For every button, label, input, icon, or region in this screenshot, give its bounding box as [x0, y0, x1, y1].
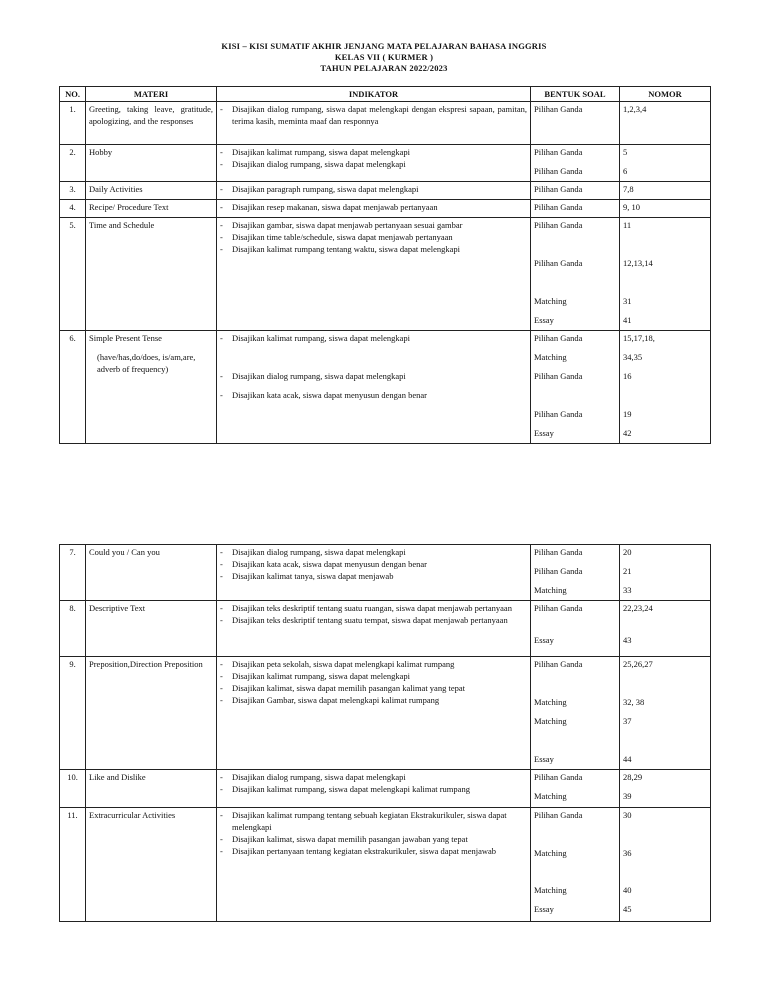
- row-bentuk: [531, 218, 620, 331]
- nomor-item: 12,13,14: [623, 258, 653, 268]
- nomor-item: 34,35: [623, 352, 643, 362]
- row-nomor: [620, 331, 711, 444]
- indikator-text: Disajikan dialog rumpang, siswa dapat melengkapi dengan ekspresi sapaan, pamitan, terima kasih, meminta maaf dan responnya: [232, 104, 527, 126]
- row-no: 9.: [60, 657, 86, 770]
- row-no: 8.: [60, 601, 86, 657]
- row-indikator: - Disajikan kalimat rumpang tentang sebuah kegiatan Ekstrakurikuler, siswa dapat melengkapi - Disajikan kalimat, siswa dapat memilih pasangan jawaban yang tepat - Disajikan pertanyaan tentang kegiatan ekstrakurikuler, siswa dapat menjawab: [217, 808, 531, 922]
- row-bentuk: [531, 770, 620, 808]
- indikator-text: Disajikan kalimat rumpang, siswa dapat melengkapi: [232, 671, 410, 681]
- bentuk-item: Pilihan Ganda: [534, 371, 583, 381]
- nomor-item: 5: [623, 147, 628, 157]
- nomor-item: 41: [623, 315, 632, 325]
- bentuk-item: [534, 276, 616, 295]
- bentuk-item: Essay: [534, 754, 554, 764]
- row-bentuk: Pilihan Ganda: [531, 182, 620, 200]
- row-bentuk: [531, 657, 620, 770]
- bentuk-item: Matching: [534, 585, 567, 595]
- col-header-materi: MATERI: [86, 87, 217, 102]
- row-no: 11.: [60, 808, 86, 922]
- indikator-text: Disajikan Gambar, siswa dapat melengkapi kalimat rumpang: [232, 695, 440, 705]
- indikator-text: Disajikan teks deskriptif tentang suatu ruangan, siswa dapat menjawab pertanyaan: [232, 603, 512, 613]
- row-nomor: [620, 770, 711, 808]
- bentuk-item: Matching: [534, 885, 567, 895]
- row-materi: Recipe/ Procedure Text: [86, 200, 217, 218]
- bentuk-item: Pilihan Ganda: [534, 220, 583, 230]
- nomor-item: 37: [623, 716, 632, 726]
- table-row: [60, 808, 711, 922]
- indikator-text: Disajikan time table/schedule, siswa dapat menjawab pertanyaan: [232, 232, 453, 242]
- row-materi: Extracurricular Activities: [86, 808, 217, 922]
- nomor-item: 33: [623, 585, 632, 595]
- row-indikator: - Disajikan dialog rumpang, siswa dapat melengkapi - Disajikan kata acak, siswa dapat menyusun dengan benar - Disajikan kalimat tanya, siswa dapat menjawab: [217, 545, 531, 601]
- nomor-item: 30: [623, 810, 632, 820]
- row-nomor: 9, 10: [620, 200, 711, 218]
- bentuk-item: Matching: [534, 791, 567, 801]
- bentuk-item: Matching: [534, 716, 567, 726]
- indikator-text: Disajikan kata acak, siswa dapat menyusun dengan benar: [232, 390, 427, 400]
- indikator-text: Disajikan kalimat rumpang, siswa dapat melengkapi kalimat rumpang: [232, 784, 470, 794]
- bentuk-item: [534, 238, 616, 257]
- bentuk-item: Pilihan Ganda: [534, 659, 583, 669]
- row-no: 4.: [60, 200, 86, 218]
- indikator-text: Disajikan kalimat rumpang tentang waktu, siswa dapat melengkapi: [232, 244, 461, 254]
- row-indikator: - Disajikan peta sekolah, siswa dapat melengkapi kalimat rumpang - Disajikan kalimat rumpang, siswa dapat melengkapi - Disajikan kalimat, siswa dapat memilih pasangan kalimat yang tepat - Disajikan Gambar, siswa dapat melengkapi kalimat rumpang: [217, 657, 531, 770]
- indikator-text: Disajikan kalimat rumpang, siswa dapat melengkapi: [232, 147, 410, 157]
- bentuk-item: Pilihan Ganda: [534, 566, 583, 576]
- grid-table-2: [59, 544, 711, 922]
- bentuk-item: Pilihan Ganda: [534, 772, 583, 782]
- row-bentuk: Pilihan Ganda: [531, 102, 620, 145]
- table-row: [60, 145, 711, 182]
- table-row: [60, 182, 711, 200]
- nomor-item: 31: [623, 296, 632, 306]
- row-nomor: [620, 545, 711, 601]
- nomor-item: 32, 38: [623, 697, 645, 707]
- indikator-text: Disajikan resep makanan, siswa dapat menjawab pertanyaan: [232, 202, 438, 212]
- indikator-text: Disajikan paragraph rumpang, siswa dapat melengkapi: [232, 184, 419, 194]
- row-no: 2.: [60, 145, 86, 182]
- nomor-item: 40: [623, 885, 632, 895]
- bentuk-item: Essay: [534, 428, 554, 438]
- row-bentuk: [531, 145, 620, 182]
- table-row: [60, 601, 711, 657]
- row-materi: Hobby: [86, 145, 217, 182]
- bentuk-item: Essay: [534, 315, 554, 325]
- nomor-item: 25,26,27: [623, 659, 653, 669]
- indikator-text: Disajikan peta sekolah, siswa dapat melengkapi kalimat rumpang: [232, 659, 455, 669]
- row-materi: Time and Schedule: [86, 218, 217, 331]
- nomor-item: [623, 389, 707, 408]
- indikator-text: Disajikan gambar, siswa dapat menjawab pertanyaan sesuai gambar: [232, 220, 463, 230]
- row-bentuk: [531, 601, 620, 657]
- bentuk-item: Pilihan Ganda: [534, 810, 583, 820]
- row-indikator: - Disajikan dialog rumpang, siswa dapat melengkapi - Disajikan kalimat rumpang, siswa dapat melengkapi kalimat rumpang: [217, 770, 531, 808]
- indikator-text: Disajikan dialog rumpang, siswa dapat melengkapi: [232, 772, 406, 782]
- bentuk-item: Essay: [534, 635, 554, 645]
- indikator-text: Disajikan dialog rumpang, siswa dapat melengkapi: [232, 371, 406, 381]
- row-indikator: - Disajikan paragraph rumpang, siswa dapat melengkapi: [217, 182, 531, 200]
- row-no: 10.: [60, 770, 86, 808]
- grid-table-1: [59, 86, 711, 444]
- bentuk-item: Matching: [534, 352, 567, 362]
- bentuk-item: Essay: [534, 904, 554, 914]
- table-row: [60, 657, 711, 770]
- bentuk-item: Pilihan Ganda: [534, 166, 583, 176]
- indikator-text: Disajikan kalimat rumpang, siswa dapat melengkapi: [232, 333, 410, 343]
- bentuk-item: Pilihan Ganda: [534, 333, 583, 343]
- indikator-text: Disajikan kata acak, siswa dapat menyusun dengan benar: [232, 559, 427, 569]
- row-indikator: - Disajikan kalimat rumpang, siswa dapat melengkapi - Disajikan dialog rumpang, siswa dapat melengkapi: [217, 145, 531, 182]
- nomor-item: 19: [623, 409, 632, 419]
- row-materi: Daily Activities: [86, 182, 217, 200]
- doc-year: TAHUN PELAJARAN 2022/2023: [320, 63, 448, 73]
- nomor-item: 15,17,18,: [623, 333, 655, 343]
- row-indikator: - Disajikan dialog rumpang, siswa dapat melengkapi dengan ekspresi sapaan, pamitan, terima kasih, meminta maaf dan responnya: [217, 102, 531, 145]
- doc-title: KISI – KISI SUMATIF AKHIR JENJANG MATA PELAJARAN BAHASA INGGRIS: [221, 41, 547, 51]
- row-nomor: [620, 218, 711, 331]
- row-bentuk: [531, 545, 620, 601]
- nomor-item: [623, 238, 707, 257]
- bentuk-item: Matching: [534, 296, 567, 306]
- indikator-text: Disajikan dialog rumpang, siswa dapat melengkapi: [232, 547, 406, 557]
- row-materi: Greeting, taking leave, gratitude, apologizing, and the responses: [86, 102, 217, 145]
- table-row: [60, 770, 711, 808]
- row-bentuk: [531, 808, 620, 922]
- row-no: 6.: [60, 331, 86, 444]
- indikator-text: Disajikan kalimat, siswa dapat memilih pasangan kalimat yang tepat: [232, 683, 465, 693]
- row-indikator: - Disajikan teks deskriptif tentang suatu ruangan, siswa dapat menjawab pertanyaan - Disajikan teks deskriptif tentang suatu tempat, siswa dapat menjawab pertanyaan: [217, 601, 531, 657]
- nomor-item: 16: [623, 371, 632, 381]
- row-bentuk: [531, 331, 620, 444]
- row-materi: Descriptive Text: [86, 601, 217, 657]
- row-indikator: - Disajikan resep makanan, siswa dapat menjawab pertanyaan: [217, 200, 531, 218]
- doc-class: KELAS VII ( KURMER ): [334, 52, 434, 62]
- row-no: 1.: [60, 102, 86, 145]
- col-header-indikator: INDIKATOR: [217, 87, 531, 102]
- bentuk-item: Pilihan Ganda: [534, 258, 583, 268]
- row-nomor: [620, 808, 711, 922]
- nomor-item: 44: [623, 754, 632, 764]
- row-no: 5.: [60, 218, 86, 331]
- nomor-item: 11: [623, 220, 632, 230]
- indikator-text: Disajikan kalimat, siswa dapat memilih pasangan jawaban yang tepat: [232, 834, 468, 844]
- table-row: [60, 331, 711, 444]
- table-header-row: [60, 87, 711, 102]
- bentuk-item: Pilihan Ganda: [534, 603, 583, 613]
- nomor-item: 20: [623, 547, 632, 557]
- materi-text: (have/has,do/does, is/am,are, adverb of frequency): [97, 352, 196, 374]
- col-header-no: NO.: [60, 87, 86, 102]
- row-no: 7.: [60, 545, 86, 601]
- row-nomor: [620, 657, 711, 770]
- nomor-item: 39: [623, 791, 632, 801]
- row-nomor: 7,8: [620, 182, 711, 200]
- bentuk-item: Matching: [534, 697, 567, 707]
- row-no: 3.: [60, 182, 86, 200]
- row-materi: Preposition,Direction Preposition: [86, 657, 217, 770]
- row-nomor: [620, 601, 711, 657]
- row-nomor: 1,2,3,4: [620, 102, 711, 145]
- row-indikator: - Disajikan gambar, siswa dapat menjawab pertanyaan sesuai gambar - Disajikan time table/schedule, siswa dapat menjawab pertanyaan - Disajikan kalimat rumpang tentang waktu, siswa dapat melengkapi: [217, 218, 531, 331]
- indikator-text: Disajikan kalimat rumpang tentang sebuah kegiatan Ekstrakurikuler, siswa dapat melengkapi: [232, 810, 507, 832]
- table-row: [60, 200, 711, 218]
- indikator-text: Disajikan teks deskriptif tentang suatu tempat, siswa dapat menjawab pertanyaan: [232, 615, 508, 625]
- nomor-item: 45: [623, 904, 632, 914]
- nomor-item: 36: [623, 848, 632, 858]
- materi-text: Simple Present Tense: [89, 333, 162, 343]
- nomor-item: 21: [623, 566, 632, 576]
- row-materi: [86, 331, 217, 444]
- bentuk-item: Pilihan Ganda: [534, 147, 583, 157]
- bentuk-item: Pilihan Ganda: [534, 409, 583, 419]
- bentuk-item: Matching: [534, 848, 567, 858]
- bentuk-item: [534, 389, 616, 408]
- nomor-item: 22,23,24: [623, 603, 653, 613]
- col-header-bentuk: BENTUK SOAL: [531, 87, 620, 102]
- row-nomor: [620, 145, 711, 182]
- row-bentuk: Pilihan Ganda: [531, 200, 620, 218]
- nomor-item: 42: [623, 428, 632, 438]
- row-indikator: - Disajikan kalimat rumpang, siswa dapat melengkapi - Disajikan dialog rumpang, siswa dapat melengkapi - Disajikan kata acak, siswa dapat menyusun dengan benar: [217, 331, 531, 444]
- table-row: [60, 218, 711, 331]
- nomor-item: 6: [623, 166, 628, 176]
- nomor-item: [623, 276, 707, 295]
- bentuk-item: Pilihan Ganda: [534, 547, 583, 557]
- nomor-item: 28,29: [623, 772, 643, 782]
- nomor-item: 43: [623, 635, 632, 645]
- row-materi: Could you / Can you: [86, 545, 217, 601]
- table-row: [60, 102, 711, 145]
- col-header-nomor: NOMOR: [620, 87, 711, 102]
- indikator-text: Disajikan pertanyaan tentang kegiatan ekstrakurikuler, siswa dapat menjawab: [232, 846, 497, 856]
- indikator-text: Disajikan dialog rumpang, siswa dapat melengkapi: [232, 159, 406, 169]
- table-row: [60, 545, 711, 601]
- row-materi: Like and Dislike: [86, 770, 217, 808]
- indikator-text: Disajikan kalimat tanya, siswa dapat menjawab: [232, 571, 394, 581]
